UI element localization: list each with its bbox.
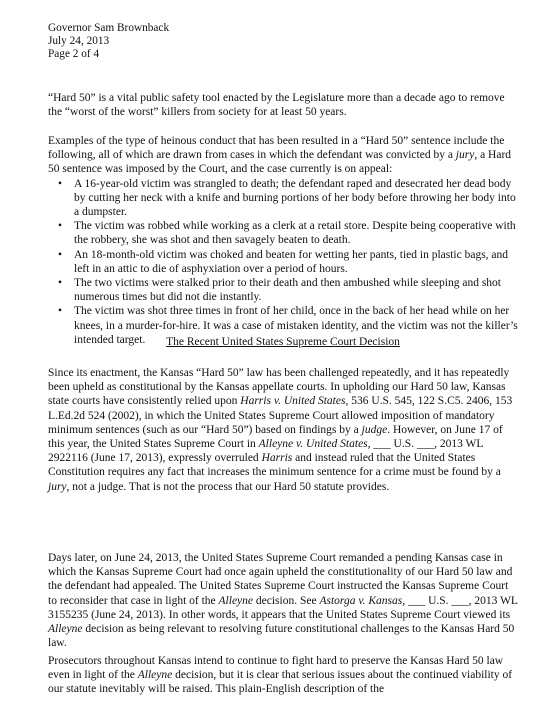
bullet-icon: •	[58, 277, 63, 290]
list-item: • The victim was robbed while working as a clerk at a retail store. Despite being cooperative with the robbery, she was shot and then savagely beaten to death.	[58, 220, 516, 247]
bullet-icon: •	[58, 177, 63, 190]
bullet-icon: •	[58, 220, 63, 233]
section-heading: The Recent United States Supreme Court Decision	[166, 336, 400, 348]
examples-intro: Examples of the type of heinous conduct that has been resulted in a “Hard 50” sentence include the following, all of which are drawn from cases in which the defendant was convicted by a jury, a Hard 50 sentence was imposed by the Court, and the case currently is on appeal:	[48, 135, 512, 176]
paragraph-prosecutors: Prosecutors throughout Kansas intend to continue to fight hard to preserve the Kansas Hard 50 law even in light of the Alleyne decision, but it is clear that serious issues about the continued viability of our statute inevitably will be raised. This plain-English description of the	[48, 655, 513, 696]
list-item: • An 18-month-old victim was choked and beaten for wetting her pants, tied in plastic bags, and left in an attic to die of asphyxiation over a period of hours.	[58, 248, 509, 275]
list-item: • A 16-year-old victim was strangled to death; the defendant raped and desecrated her dead body by cutting her neck with a knife and burning portions of her body before throwing her body into a dumpster.	[58, 177, 516, 219]
letter-header	[48, 22, 518, 62]
paragraph-hard50-intro: “Hard 50” is a vital public safety tool enacted by the Legislature more than a decade ago to remove the “worst of the worst” killers from society for at least 50 years.	[48, 92, 505, 119]
paragraph-enactment: Since its enactment, the Kansas “Hard 50” law has been challenged repeatedly, and it has repeatedly been upheld as constitutional by the Kansas appellate courts. In upholding our Hard 50 law, Kansas state courts have consistently relied upon Harris v. United States, 536 U.S. 545, 122 S.C5. 2406, 153 L.Ed.2d 524 (2002), in which the United States Supreme Court allowed imposition of mandatory minimum sentences (such as our “Hard 50”) based on findings by a judge. However, on June 17 of this year, the United States Supreme Court in Alleyne v. United States, ___ U.S. ___, 2013 WL 2922116 (June 17, 2013), expressly overruled Harris and instead ruled that the United States Constitution requires any fact that increases the minimum sentence for a crime must be found by a jury, not a judge. That is not the process that our Hard 50 statute provides.	[48, 367, 513, 493]
bullet-icon: •	[58, 305, 63, 318]
list-item: • The two victims were stalked prior to their death and then ambushed while sleeping and shot numerous times but did not die instantly.	[58, 277, 501, 304]
header-governor: Governor Sam Brownback	[48, 22, 170, 34]
header-page-number: Page 2 of 4	[48, 48, 100, 61]
bullet-icon: •	[58, 248, 63, 261]
header-date: July 24, 2013	[48, 35, 110, 48]
examples-list	[48, 177, 518, 347]
list-item: • The victim was shot three times in front of her child, once in the back of her head while on her knees, in a murder-for-hire. It was a case of mistaken identity, and the victim was not the killer’s intended target.	[58, 305, 518, 346]
paragraph-remand: Days later, on June 24, 2013, the United States Supreme Court remanded a pending Kansas case in which the Kansas Supreme Court had once again upheld the constitutionality of our Hard 50 law and the defendant had appealed. The United States Supreme Court instructed the Kansas Supreme Court to reconsider that case in light of the Alleyne decision. See Astorga v. Kansas, ___ U.S. ___, 2013 WL 3155235 (June 24, 2013). In other words, it appears that the United States Supreme Court viewed its Alleyne decision as being relevant to resolving future constitutional challenges to the Kansas Hard 50 law.	[48, 552, 518, 650]
paragraph-examples	[48, 134, 518, 347]
